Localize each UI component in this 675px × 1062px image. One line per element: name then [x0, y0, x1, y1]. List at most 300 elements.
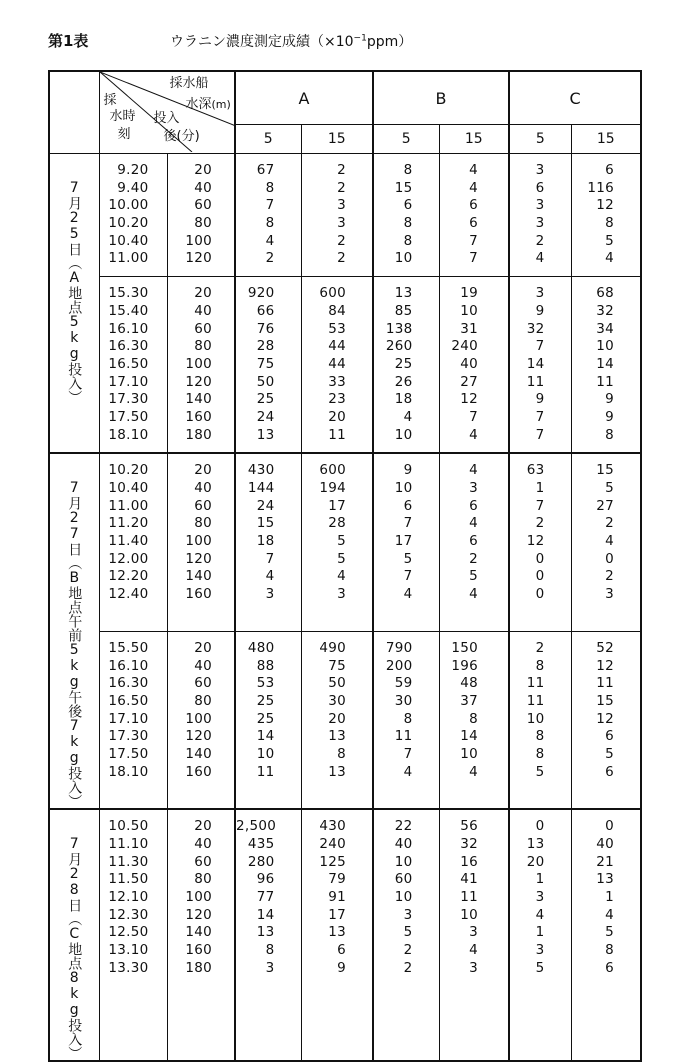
minutes-after: 120 — [185, 728, 212, 745]
value-C5: 6 — [535, 179, 545, 196]
sample-time: 17.30 — [108, 391, 149, 408]
value-B5: 6 — [403, 497, 413, 514]
value-B15: 6 — [469, 533, 479, 550]
table-row-group — [49, 154, 641, 277]
corner-after: 投入 — [153, 111, 180, 126]
value-C5: 5 — [535, 959, 545, 976]
value-B5: 138 — [385, 320, 413, 337]
minutes-after: 120 — [185, 373, 212, 390]
date-label-text: 7月27日（B地点午前5kg午後7kg投入） — [66, 480, 83, 809]
value-C15: 8 — [605, 215, 615, 232]
table-row-group — [49, 277, 641, 454]
sample-time: 17.10 — [108, 710, 149, 727]
value-A15: 3 — [337, 215, 347, 232]
value-C15: 11 — [596, 675, 615, 692]
minutes-after: 80 — [194, 338, 212, 355]
value-A5: 3 — [265, 586, 275, 603]
value-B15: 10 — [460, 745, 479, 762]
value-C5: 10 — [526, 710, 545, 727]
value-B15: 196 — [451, 657, 479, 674]
value-A15: 6 — [337, 942, 347, 959]
value-C5: 3 — [535, 162, 545, 178]
corner-blank — [49, 71, 99, 125]
value-A5: 88 — [256, 657, 275, 674]
value-B15: 3 — [469, 924, 479, 941]
value-A5: 14 — [256, 906, 275, 923]
value-A5: 25 — [256, 391, 275, 408]
value-A15: 3 — [337, 197, 347, 214]
value-B5: 7 — [403, 515, 413, 532]
value-B15: 7 — [469, 408, 479, 425]
table-body — [49, 154, 641, 1062]
value-A15: 11 — [328, 426, 347, 443]
value-B15: 37 — [460, 692, 479, 709]
corner-time2: 刻 — [117, 127, 131, 142]
value-B15-column — [439, 453, 509, 631]
value-C5: 5 — [535, 763, 545, 780]
minutes-after: 120 — [185, 250, 212, 267]
value-C5-column — [509, 631, 571, 809]
value-A5: 8 — [265, 215, 275, 232]
sample-time-column — [99, 154, 167, 277]
value-C15: 21 — [596, 853, 615, 870]
value-A5: 10 — [256, 745, 275, 762]
value-B15: 11 — [460, 889, 479, 906]
value-A15: 23 — [328, 391, 347, 408]
minutes-after: 20 — [194, 285, 212, 302]
value-B5: 8 — [403, 162, 413, 178]
value-B5-column — [373, 631, 439, 809]
value-A15: 2 — [337, 179, 347, 196]
value-B5: 13 — [394, 285, 413, 302]
value-C15: 4 — [605, 250, 615, 267]
value-B5: 40 — [394, 836, 413, 852]
sample-time: 12.10 — [108, 889, 149, 906]
value-C15: 9 — [605, 391, 615, 408]
value-A15: 3 — [337, 586, 347, 603]
value-B5: 22 — [394, 818, 413, 835]
uranine-concentration-table — [48, 70, 642, 1062]
value-B5: 5 — [403, 550, 413, 567]
value-A5: 2,500 — [236, 818, 277, 835]
minutes-after: 100 — [185, 355, 212, 372]
minutes-after: 20 — [194, 639, 212, 656]
value-C15: 32 — [596, 302, 615, 319]
value-A15: 430 — [319, 818, 347, 835]
value-A15: 33 — [328, 373, 347, 390]
value-B15: 4 — [469, 162, 479, 178]
value-C15: 12 — [596, 710, 615, 727]
value-A15: 84 — [328, 302, 347, 319]
value-C15: 6 — [605, 162, 615, 178]
sample-time: 11.20 — [108, 515, 149, 532]
minutes-after-column — [167, 631, 235, 809]
value-C15-column — [571, 453, 641, 631]
sample-time: 11.30 — [108, 853, 149, 870]
station-C-header: C — [509, 71, 641, 125]
corner-depth: 水深(m) — [185, 97, 231, 112]
value-B15-column — [439, 809, 509, 1061]
value-A15: 2 — [337, 250, 347, 267]
minutes-after: 80 — [194, 871, 212, 888]
value-C15: 14 — [596, 355, 615, 372]
value-B15-column — [439, 631, 509, 809]
value-B5: 25 — [394, 355, 413, 372]
value-C15: 6 — [605, 763, 615, 780]
value-C15: 5 — [605, 232, 615, 249]
value-A5: 96 — [256, 871, 275, 888]
date-label — [49, 154, 99, 454]
value-C15: 116 — [587, 179, 615, 196]
minutes-after: 20 — [194, 818, 212, 835]
station-A-header: A — [235, 71, 373, 125]
value-A5: 11 — [256, 763, 275, 780]
value-C5: 3 — [535, 285, 545, 302]
sample-time-column — [99, 277, 167, 454]
value-A15: 17 — [328, 906, 347, 923]
value-B15: 6 — [469, 215, 479, 232]
value-B5-column — [373, 453, 439, 631]
value-B15: 3 — [469, 959, 479, 976]
sample-time: 12.50 — [108, 924, 149, 941]
value-A5: 144 — [247, 480, 275, 496]
value-A15: 490 — [319, 639, 347, 656]
minutes-after: 60 — [194, 675, 212, 692]
sample-time: 10.40 — [108, 232, 149, 249]
value-A15: 20 — [328, 710, 347, 727]
value-B15: 19 — [460, 285, 479, 302]
value-B15: 32 — [460, 836, 479, 852]
table-title: ウラニン濃度測定成績$(\times 10^{-1}ppm)$ — [170, 33, 413, 50]
minutes-after: 140 — [185, 924, 212, 941]
value-A5: 13 — [256, 426, 275, 443]
table-row-group — [49, 453, 641, 631]
value-C15: 5 — [605, 924, 615, 941]
minutes-after: 40 — [194, 480, 212, 496]
diagonal-header — [99, 71, 235, 154]
value-B15: 6 — [469, 497, 479, 514]
value-C5: 7 — [535, 338, 545, 355]
value-C5: 2 — [535, 232, 545, 249]
value-B15: 2 — [469, 550, 479, 567]
value-C15-column — [571, 154, 641, 277]
value-C5: 3 — [535, 197, 545, 214]
value-A15: 2 — [337, 232, 347, 249]
value-A15: 30 — [328, 692, 347, 709]
value-B15: 5 — [469, 568, 479, 585]
minutes-after: 160 — [185, 408, 212, 425]
value-B5-column — [373, 154, 439, 277]
value-A15: 8 — [337, 745, 347, 762]
sample-time-column — [99, 631, 167, 809]
value-A5: 28 — [256, 338, 275, 355]
value-C5: 9 — [535, 302, 545, 319]
value-B15: 4 — [469, 763, 479, 780]
value-C15: 8 — [605, 426, 615, 443]
depth-C15: 15 — [571, 125, 641, 154]
value-C5: 4 — [535, 250, 545, 267]
depth-B15: 15 — [439, 125, 509, 154]
sample-time: 10.40 — [108, 480, 149, 496]
minutes-after: 120 — [185, 906, 212, 923]
value-B5: 3 — [403, 906, 413, 923]
value-C5: 63 — [526, 462, 545, 479]
value-A15: 50 — [328, 675, 347, 692]
sample-time-column — [99, 453, 167, 631]
minutes-after: 60 — [194, 197, 212, 214]
value-A15: 2 — [337, 162, 347, 178]
value-B5: 6 — [403, 197, 413, 214]
value-B5: 4 — [403, 586, 413, 603]
value-C15: 40 — [596, 836, 615, 852]
minutes-after-column — [167, 453, 235, 631]
corner-sample: 採 — [103, 93, 117, 108]
value-C5: 2 — [535, 639, 545, 656]
value-C15-column — [571, 277, 641, 454]
value-A5: 7 — [265, 197, 275, 214]
value-A5: 25 — [256, 692, 275, 709]
value-B15: 14 — [460, 728, 479, 745]
value-B15-column — [439, 154, 509, 277]
value-A15-column — [301, 277, 373, 454]
value-A15: 28 — [328, 515, 347, 532]
depth-A5: 5 — [235, 125, 301, 154]
date-label — [49, 809, 99, 1061]
value-B5: 18 — [394, 391, 413, 408]
minutes-after: 60 — [194, 497, 212, 514]
sample-time: 13.30 — [108, 959, 149, 976]
corner-time: 水時 — [109, 109, 136, 124]
minutes-after: 160 — [185, 942, 212, 959]
minutes-after: 180 — [185, 959, 212, 976]
minutes-after-column — [167, 277, 235, 454]
value-C15: 0 — [605, 818, 615, 835]
value-C5-column — [509, 154, 571, 277]
value-A15: 13 — [328, 924, 347, 941]
value-B15: 10 — [460, 302, 479, 319]
value-B5: 8 — [403, 710, 413, 727]
value-B5: 5 — [403, 924, 413, 941]
value-C5-column — [509, 809, 571, 1061]
value-C15: 8 — [605, 942, 615, 959]
value-C5: 0 — [535, 550, 545, 567]
sample-time: 11.10 — [108, 836, 149, 852]
value-A5: 67 — [256, 162, 275, 178]
sample-time: 18.10 — [108, 763, 149, 780]
value-C15: 4 — [605, 533, 615, 550]
sample-time: 16.30 — [108, 675, 149, 692]
sample-time: 12.00 — [108, 550, 149, 567]
sample-time: 11.50 — [108, 871, 149, 888]
value-B15: 4 — [469, 462, 479, 479]
sample-time: 16.10 — [108, 657, 149, 674]
table-number: 第1表 — [48, 32, 89, 50]
value-B15: 8 — [469, 710, 479, 727]
value-C15: 9 — [605, 408, 615, 425]
value-C15: 5 — [605, 745, 615, 762]
value-B15: 150 — [451, 639, 479, 656]
date-label-text: 7月25日（A地点5kg投入） — [66, 180, 83, 404]
value-B15: 10 — [460, 906, 479, 923]
value-A15: 17 — [328, 497, 347, 514]
value-B5: 10 — [394, 853, 413, 870]
sample-time: 15.40 — [108, 302, 149, 319]
value-C15: 12 — [596, 197, 615, 214]
minutes-after: 180 — [185, 426, 212, 443]
sample-time: 15.50 — [108, 639, 149, 656]
sample-time-column — [99, 809, 167, 1061]
value-B15: 7 — [469, 250, 479, 267]
value-B5: 26 — [394, 373, 413, 390]
value-C15: 15 — [596, 462, 615, 479]
value-B15: 16 — [460, 853, 479, 870]
sample-time: 11.40 — [108, 533, 149, 550]
value-B5: 10 — [394, 889, 413, 906]
sample-time: 17.30 — [108, 728, 149, 745]
value-B5: 7 — [403, 745, 413, 762]
value-A5-column — [235, 809, 301, 1061]
minutes-after: 100 — [185, 710, 212, 727]
value-C15: 5 — [605, 480, 615, 496]
value-C5: 1 — [535, 871, 545, 888]
value-C15: 12 — [596, 657, 615, 674]
value-A5: 8 — [265, 942, 275, 959]
value-A15: 4 — [337, 568, 347, 585]
sample-time: 10.20 — [108, 462, 149, 479]
minutes-after: 40 — [194, 836, 212, 852]
minutes-after: 160 — [185, 586, 212, 603]
sample-time: 16.30 — [108, 338, 149, 355]
value-A15: 5 — [337, 533, 347, 550]
value-A15: 9 — [337, 959, 347, 976]
value-A5: 24 — [256, 497, 275, 514]
sample-time: 17.10 — [108, 373, 149, 390]
corner-blank-2 — [49, 125, 99, 154]
value-A15: 75 — [328, 657, 347, 674]
value-B5: 10 — [394, 250, 413, 267]
value-B15: 3 — [469, 480, 479, 496]
value-B15: 4 — [469, 586, 479, 603]
value-A5-column — [235, 631, 301, 809]
value-A5: 280 — [247, 853, 275, 870]
corner-after2: 後(分) — [163, 129, 200, 144]
value-C15: 2 — [605, 515, 615, 532]
value-A5: 480 — [247, 639, 275, 656]
value-C15: 0 — [605, 550, 615, 567]
value-A5: 14 — [256, 728, 275, 745]
sample-time: 16.50 — [108, 355, 149, 372]
minutes-after: 80 — [194, 215, 212, 232]
value-B5: 7 — [403, 568, 413, 585]
value-B15: 41 — [460, 871, 479, 888]
value-B5: 30 — [394, 692, 413, 709]
value-A15: 13 — [328, 763, 347, 780]
value-B15: 4 — [469, 179, 479, 196]
value-C5: 3 — [535, 215, 545, 232]
value-C5-column — [509, 453, 571, 631]
value-C15: 68 — [596, 285, 615, 302]
value-C5: 4 — [535, 906, 545, 923]
value-C15: 1 — [605, 889, 615, 906]
minutes-after: 100 — [185, 889, 212, 906]
value-C15: 11 — [596, 373, 615, 390]
value-C15: 4 — [605, 906, 615, 923]
value-C5: 1 — [535, 480, 545, 496]
sample-time: 17.50 — [108, 408, 149, 425]
value-A5: 66 — [256, 302, 275, 319]
value-C5: 3 — [535, 942, 545, 959]
minutes-after: 20 — [194, 462, 212, 479]
value-C5: 32 — [526, 320, 545, 337]
value-A5-column — [235, 453, 301, 631]
value-A5: 8 — [265, 179, 275, 196]
value-A15-column — [301, 453, 373, 631]
depth-A15: 15 — [301, 125, 373, 154]
station-B-header: B — [373, 71, 509, 125]
value-B15: 27 — [460, 373, 479, 390]
depth-C5: 5 — [509, 125, 571, 154]
value-A5: 15 — [256, 515, 275, 532]
value-B15: 31 — [460, 320, 479, 337]
value-B5: 8 — [403, 232, 413, 249]
value-B15-column — [439, 277, 509, 454]
sample-time: 10.20 — [108, 215, 149, 232]
value-A5: 13 — [256, 924, 275, 941]
value-A15-column — [301, 809, 373, 1061]
value-B5: 59 — [394, 675, 413, 692]
value-C15: 6 — [605, 728, 615, 745]
sample-time: 17.50 — [108, 745, 149, 762]
minutes-after: 100 — [185, 533, 212, 550]
value-C5: 8 — [535, 728, 545, 745]
value-C5: 1 — [535, 924, 545, 941]
value-A5: 4 — [265, 232, 275, 249]
minutes-after: 160 — [185, 763, 212, 780]
value-B5: 17 — [394, 533, 413, 550]
value-C15: 10 — [596, 338, 615, 355]
value-C15: 2 — [605, 568, 615, 585]
value-C15: 3 — [605, 586, 615, 603]
value-C5: 0 — [535, 586, 545, 603]
value-C15-column — [571, 631, 641, 809]
value-B15: 4 — [469, 942, 479, 959]
value-A15: 20 — [328, 408, 347, 425]
value-B5: 10 — [394, 480, 413, 496]
value-A5: 920 — [247, 285, 275, 302]
value-C15: 34 — [596, 320, 615, 337]
minutes-after: 80 — [194, 692, 212, 709]
sample-time: 9.40 — [117, 179, 149, 196]
sample-time: 13.10 — [108, 942, 149, 959]
value-A15: 240 — [319, 836, 347, 852]
value-B5: 4 — [403, 408, 413, 425]
minutes-after: 60 — [194, 320, 212, 337]
value-A5: 430 — [247, 462, 275, 479]
value-A15: 600 — [319, 285, 347, 302]
value-B15: 7 — [469, 232, 479, 249]
value-C15: 13 — [596, 871, 615, 888]
value-A5: 435 — [247, 836, 275, 852]
sample-time: 16.50 — [108, 692, 149, 709]
value-C5: 8 — [535, 657, 545, 674]
value-B5: 10 — [394, 426, 413, 443]
value-B5: 200 — [385, 657, 413, 674]
value-B15: 4 — [469, 426, 479, 443]
value-A5: 25 — [256, 710, 275, 727]
value-C5: 14 — [526, 355, 545, 372]
value-C5: 13 — [526, 836, 545, 852]
value-A15-column — [301, 631, 373, 809]
